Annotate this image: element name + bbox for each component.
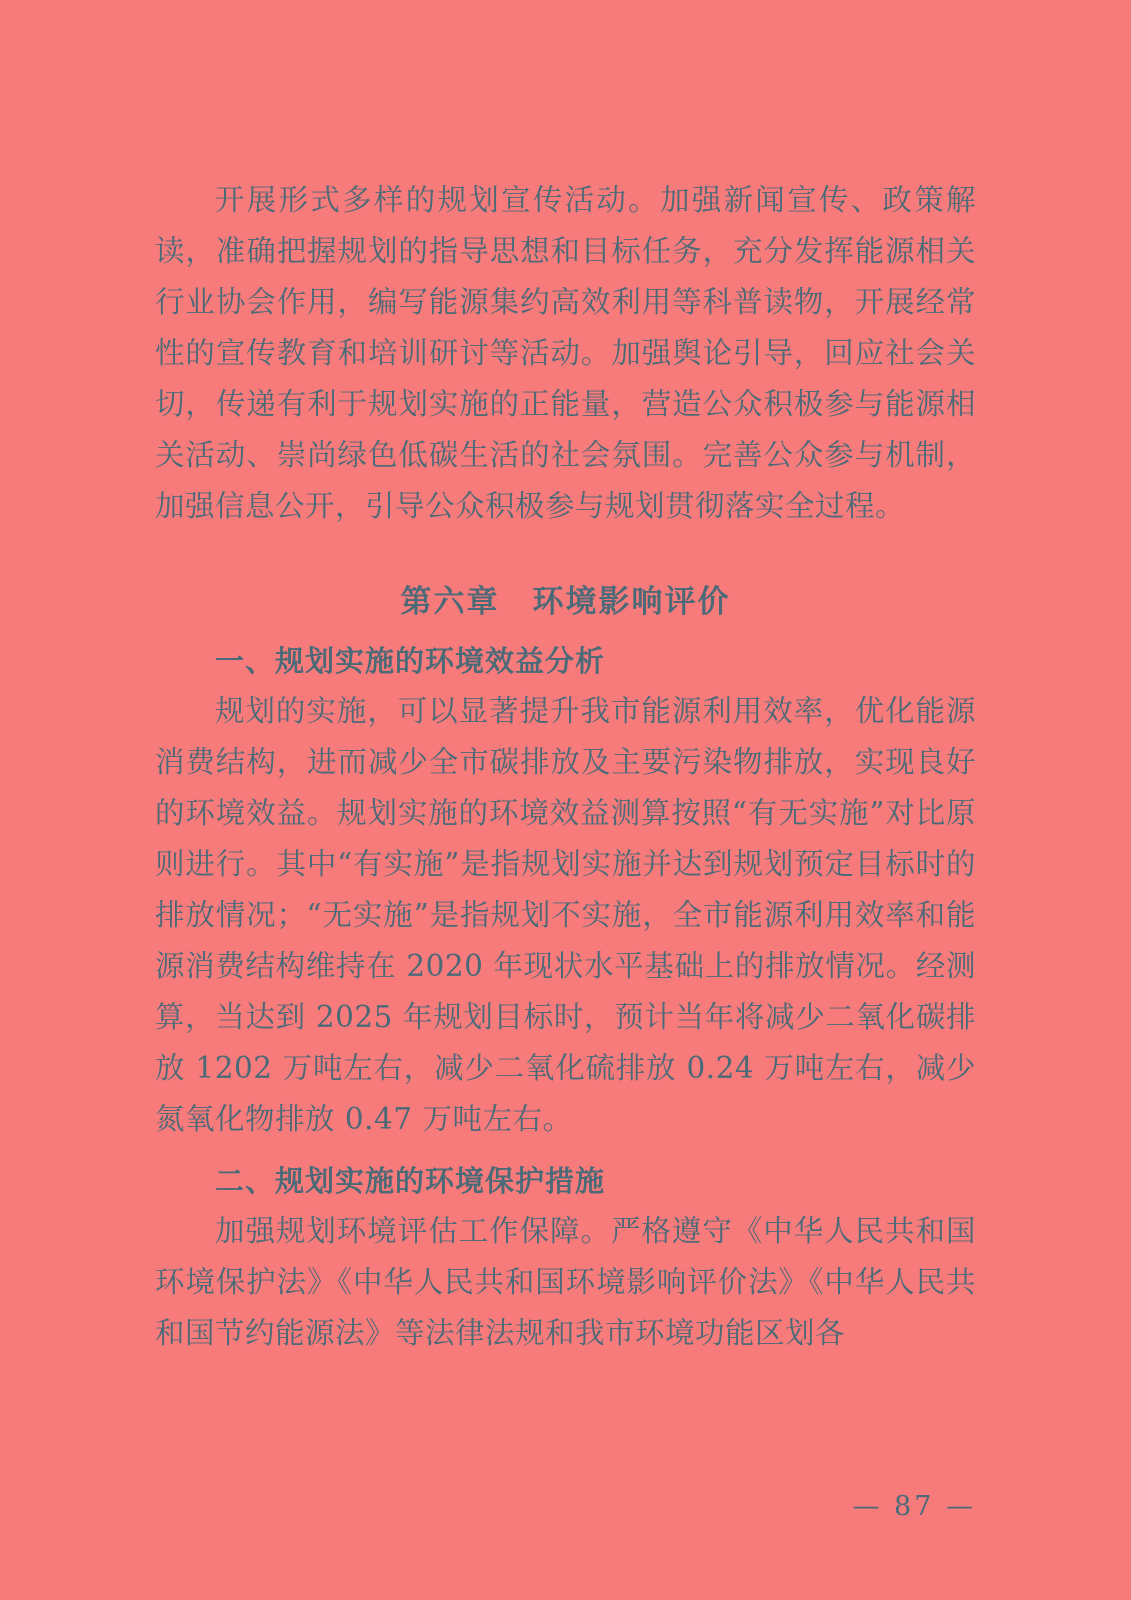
section-body-1: 规划的实施，可以显著提升我市能源利用效率，优化能源消费结构，进而减少全市碳排放及主要污染物排放，实现良好的环境效益。规划实施的环境效益测算按照“有无实施”对比原则进行。其中“有实施”是指规划实施并达到规划预定目标时的排放情况；“无实施”是指规划不实施，全市能源利用效率和能源消费结构维持在 2020 年现状水平基础上的排放情况。经测算，当达到 2025 年规划目标时，预计当年将减少二氧化碳排放 1202 万吨左右，减少二氧化硫排放 0.24 万吨左右，减少氮氧化物排放 0.47 万吨左右。 xyxy=(155,694,976,1136)
body-paragraph-intro: 开展形式多样的规划宣传活动。加强新闻宣传、政策解读，准确把握规划的指导思想和目标任务，充分发挥能源相关行业协会作用，编写能源集约高效利用等科普读物，开展经常性的宣传教育和培训研讨等活动。加强舆论引导，回应社会关切，传递有利于规划实施的正能量，营造公众积极参与能源相关活动、崇尚绿色低碳生活的社会氛围。完善公众参与机制，加强信息公开，引导公众积极参与规划贯彻落实全过程。 xyxy=(155,183,976,523)
page-number: — 87 — xyxy=(852,1491,976,1522)
section-heading-1: 一、规划实施的环境效益分析 xyxy=(215,644,606,678)
section-body-2: 加强规划环境评估工作保障。严格遵守《中华人民共和国环境保护法》《中华人民共和国环境影响评价法》《中华人民共和国节约能源法》等法律法规和我市环境功能区划各 xyxy=(155,1214,976,1350)
chapter-title: 第六章 环境影响评价 xyxy=(400,584,731,620)
section-heading-2: 二、规划实施的环境保护措施 xyxy=(215,1164,606,1198)
